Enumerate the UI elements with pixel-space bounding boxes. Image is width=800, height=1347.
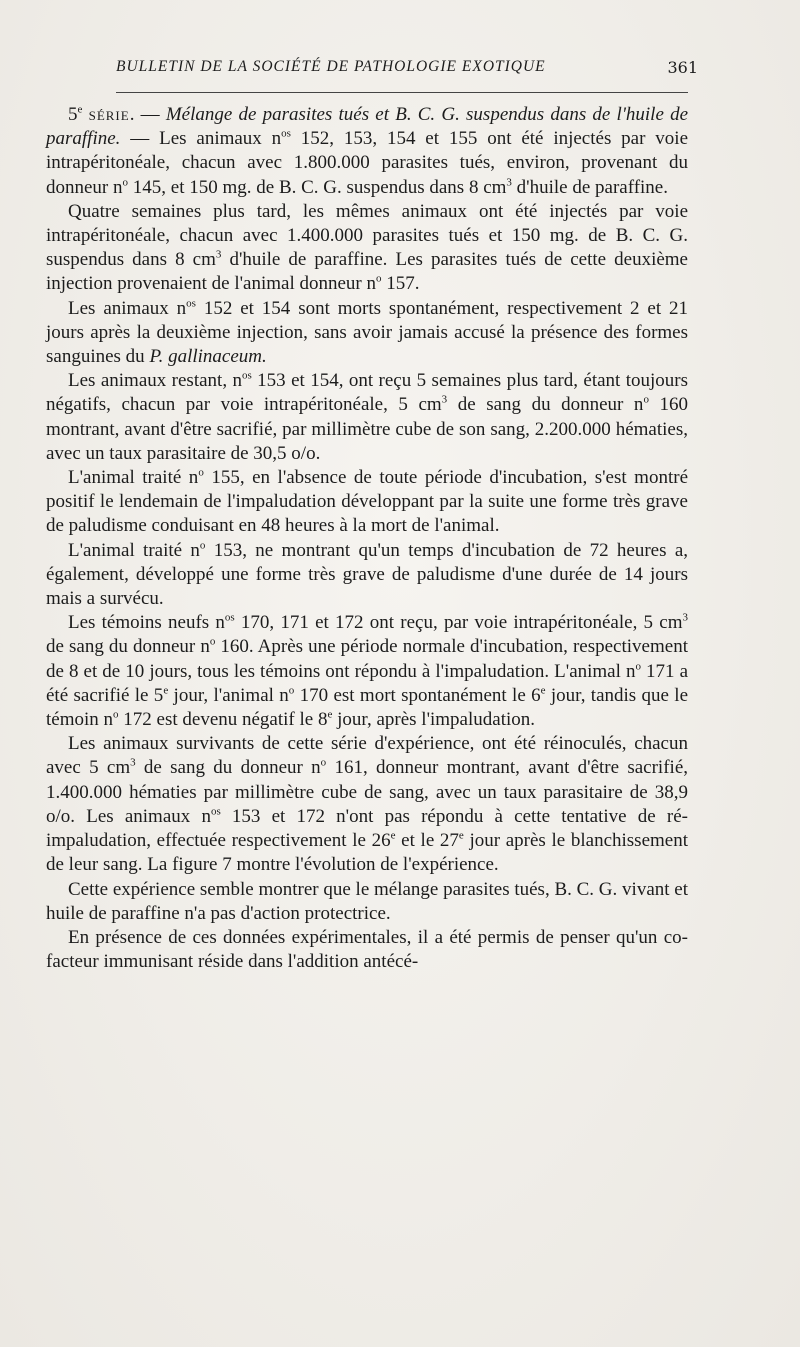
text-run: En présence de ces données expérimentales, il a été permis de penser qu'un co-facteur immunisant réside dans l'addition antécé- [46,926,688,973]
text-run: 160 montrant, avant d'être sacrifié, par millimètre cube de son sang, 2.200.000 hématies, avec un taux parasitaire de 30,5 o/o. [46,394,688,464]
superscript: o [198,466,204,479]
page-number: 361 [667,58,698,77]
text-run: L'animal traité n [68,467,199,489]
text-run: Les animaux restant, n [68,370,242,392]
text-run: 157. [381,273,420,295]
text-run: 172 est devenu négatif le 8 [118,709,328,731]
running-head [116,58,698,93]
superscript: os [224,611,235,624]
text-run: L'animal traité n [68,539,200,561]
superscript: os [210,805,221,818]
paragraph [46,200,688,297]
superscript: 3 [506,176,512,189]
superscript: e [390,829,396,842]
text-run: Cette expérience semble montrer que le mélange parasites tués, B. C. G. vivant et huile de paraffine n'a pas d'action protectrice. [46,878,688,924]
superscript: e [327,708,333,721]
superscript: 3 [215,248,222,261]
text-run: jour, l'animal n [168,684,289,706]
superscript: o [209,636,216,649]
text-run: — Les animaux n [120,128,282,150]
italic-text: Mélange de parasites tués et B. C. G. suspendus dans de l'huile de paraffine. [46,104,689,150]
paragraph [46,926,688,974]
text-run: 170, 171 et 172 ont reçu, par voie intrapéritonéale, 5 cm [234,612,683,634]
text-run: 153 et 172 n'ont pas répondu à cette tentative de ré-impaludation, effectuée respectivement le 26 [46,805,688,852]
text-run: Les animaux n [68,297,187,319]
text-run: . — [129,104,166,125]
text-run: 171 a été sacrifié le 5 [46,660,688,706]
superscript: os [241,369,252,382]
superscript: o [288,684,295,697]
superscript: o [199,539,206,552]
superscript: o [320,757,327,770]
paragraph [46,732,688,877]
text-run: 153, ne montrant qu'un temps d'incubation de 72 heures a, également, développé une forme très grave de paludisme d'une durée de 14 jours mais a survécu. [46,539,689,610]
text-run: 152, 153, 154 et 155 ont été injectés par voie intrapéritonéale, chacun avec 1.800.000 parasites tués, environ, provenant du donneur n [46,128,689,198]
text-run: de sang du donneur n [447,394,644,416]
text-run: 170 est mort spontanément le 6 [294,684,541,706]
superscript: e [458,829,464,842]
superscript: os [186,297,196,310]
superscript: o [643,394,649,407]
superscript: e [163,684,169,697]
text-run: d'huile de paraffine. [511,176,668,198]
paragraph [46,103,688,200]
paragraph [46,539,688,612]
text-run: Les animaux survivants de cette série d'expérience, ont été réinoculés, chacun avec 5 cm [46,733,688,779]
superscript: 3 [441,394,448,407]
superscript: o [376,273,382,286]
text-run: 161, donneur montrant, avant d'être sacrifié, 1.400.000 hématies par millimètre cube de sang, avec un taux parasitaire de 38,9 o/o. Les animaux n [46,757,689,827]
superscript: os [281,127,291,140]
text-run: d'huile de paraffine. Les parasites tués de cette deuxième injection provenaient de l'animal donneur n [46,249,688,295]
superscript: 3 [130,757,136,770]
superscript: o [635,660,641,673]
superscript: e [540,684,546,697]
text-run: jour, tandis que le témoin n [46,684,689,731]
text-run: Quatre semaines plus tard, les mêmes animaux ont été injectés par voie intrapéritonéale, chacun avec 1.400.000 parasites tués et 150 mg. de B. C. G. suspendus dans 8 cm [46,200,688,271]
text-run: Les témoins neufs n [68,612,225,634]
superscript: o [113,708,119,721]
text-run: 153 et 154, ont reçu 5 semaines plus tard, étant toujours négatifs, chacun par voie intrapéritonéale, 5 cm [46,370,688,416]
paragraph [46,297,688,370]
text-run: de sang du donneur n [135,757,321,779]
paragraph [46,878,688,926]
text-run: de sang du donneur n [46,636,210,658]
series-label: série [88,104,130,125]
text-run: 160. Après une période normale d'incubation, respectivement de 8 et de 10 jours, tous les témoins ont répondu à l'impaludation. L'animal n [46,636,688,682]
paragraph [46,369,688,466]
text-run: 145, et 150 mg. de B. C. G. suspendus dans 8 cm [128,176,507,198]
running-title: BULLETIN DE LA SOCIÉTÉ DE PATHOLOGIE EXOTIQUE [116,58,546,75]
text-run: jour, après l'impaludation. [332,709,536,731]
superscript: e [77,103,83,116]
text-run: 152 et 154 sont morts spontanément, respectivement 2 et 21 jours après la deuxième injection, sans avoir jamais accusé la présence des formes sanguines du [46,297,688,368]
paragraph [46,466,688,539]
superscript: o [122,176,129,189]
superscript: 3 [682,611,688,624]
body-text [46,103,688,974]
text-run: 155, en l'absence de toute période d'incubation, s'est montré positif le lendemain de l'impaludation développant par la suite une forme très grave de paludisme conduisant en 48 heures à la mort de l'animal. [46,467,689,537]
paragraph [46,611,688,732]
italic-text: P. gallinaceum. [149,346,267,368]
text-run: jour après le blanchissement de leur sang. La figure 7 montre l'évolution de l'expérience. [46,830,688,876]
text-run: 5 [68,104,78,125]
text-run: et le 27 [395,830,459,852]
